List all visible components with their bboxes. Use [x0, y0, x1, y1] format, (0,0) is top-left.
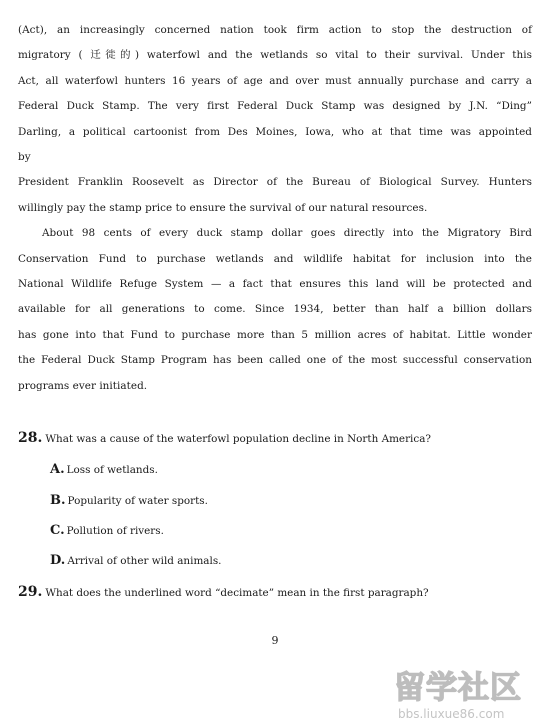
option-a [50, 462, 158, 477]
passage-paragraph-1 [18, 18, 532, 221]
document-page [18, 18, 532, 399]
question-29 [18, 584, 429, 600]
passage-line: available for all generations to come. Since 1934, better than half a billion dollars [18, 303, 532, 316]
watermark-brand: 留学社区 [394, 670, 522, 706]
option-c [50, 523, 164, 538]
option-d [50, 553, 221, 568]
passage-line: willingly pay the stamp price to ensure the survival of our natural resources. [18, 201, 428, 214]
page-number: 9 [271, 634, 279, 647]
passage-line: by [18, 151, 31, 164]
option-text: Pollution of rivers. [66, 525, 164, 537]
passage-line: the Federal Duck Stamp Program has been called one of the most successful conservation [18, 354, 532, 367]
question-28 [18, 430, 431, 446]
passage-line: Conservation Fund to purchase wetlands and wildlife habitat for inclusion into the [18, 252, 532, 265]
passage-line: Darling, a political cartoonist from Des Moines, Iowa, who at that time was appointed [18, 125, 532, 138]
question-text: What does the underlined word “decimate” mean in the first paragraph? [45, 587, 429, 599]
watermark-url: bbs.liuxue86.com [398, 707, 505, 721]
passage-line: Federal Duck Stamp. The very first Federal Duck Stamp was designed by J.N. “Ding” [18, 100, 532, 113]
option-b [50, 493, 208, 508]
watermark-logo [388, 662, 544, 724]
option-letter: C. [50, 523, 65, 538]
passage-line: (Act), an increasingly concerned nation took firm action to stop the destruction of [18, 24, 532, 36]
option-text: Arrival of other wild animals. [67, 555, 222, 567]
passage-paragraph-2 [18, 221, 532, 399]
option-text: Popularity of water sports. [67, 495, 208, 507]
option-text: Loss of wetlands. [66, 464, 158, 476]
passage-line: migratory ( 迁徙的) waterfowl and the wetlands so vital to their survival. Under this [18, 49, 532, 62]
passage-line: National Wildlife Refuge System — a fact that ensures this land will be protected and [18, 278, 532, 291]
passage-line: President Franklin Roosevelt as Director of the Bureau of Biological Survey. Hunters [18, 176, 532, 189]
option-letter: A. [50, 462, 65, 477]
passage-line: has gone into that Fund to purchase more than 5 million acres of habitat. Little wonder [18, 328, 532, 341]
passage-line: About 98 cents of every duck stamp dollar goes directly into the Migratory Bird [42, 227, 532, 240]
passage-line: Act, all waterfowl hunters 16 years of age and over must annually purchase and carry a [18, 74, 532, 87]
question-number: 28. [18, 430, 43, 446]
passage-line: programs ever initiated. [18, 379, 148, 392]
question-number: 29. [18, 584, 43, 600]
option-letter: B. [50, 493, 66, 508]
question-text: What was a cause of the waterfowl population decline in North America? [45, 433, 431, 445]
option-letter: D. [50, 553, 66, 568]
